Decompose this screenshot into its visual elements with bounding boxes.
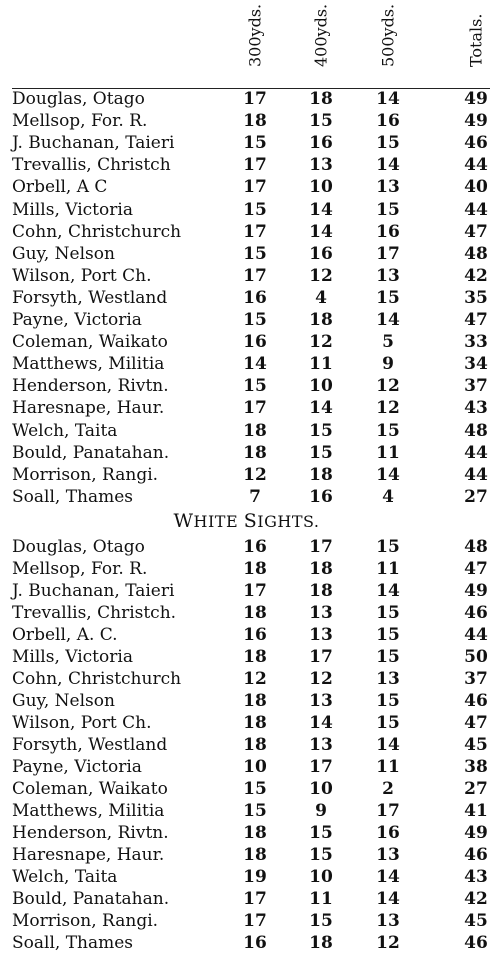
score-400yds: 14 xyxy=(309,199,333,220)
score-300yds: 18 xyxy=(243,823,267,843)
competitor-name: Douglas, Otago xyxy=(12,537,145,557)
score-400yds: 10 xyxy=(309,779,333,799)
competitor-name: Forsyth, Westland xyxy=(12,735,168,755)
column-header-label: 400yds. xyxy=(311,3,331,67)
score-500yds: 5 xyxy=(382,332,394,353)
score-500yds: 13 xyxy=(376,669,400,689)
table-row xyxy=(0,221,493,244)
table-row xyxy=(0,712,493,735)
score-total: 45 xyxy=(464,911,488,931)
score-300yds: 17 xyxy=(243,911,267,931)
table-row xyxy=(0,866,493,889)
score-total: 37 xyxy=(464,669,488,689)
table-row xyxy=(0,420,493,443)
score-total: 37 xyxy=(464,376,488,397)
score-300yds: 16 xyxy=(243,933,267,953)
table-row xyxy=(0,756,493,779)
score-300yds: 16 xyxy=(243,537,267,557)
score-total: 27 xyxy=(464,486,488,507)
score-300yds: 18 xyxy=(243,647,267,667)
competitor-name: Welch, Taita xyxy=(12,420,118,441)
score-total: 47 xyxy=(464,713,488,733)
score-300yds: 15 xyxy=(243,133,267,154)
table-row xyxy=(0,822,493,845)
score-300yds: 17 xyxy=(243,89,267,109)
score-300yds: 18 xyxy=(243,559,267,579)
table-row xyxy=(0,690,493,713)
competitor-name: Mellsop, For. R. xyxy=(12,559,148,579)
score-500yds: 14 xyxy=(376,735,400,755)
score-total: 43 xyxy=(464,398,488,419)
score-400yds: 18 xyxy=(309,559,333,579)
score-500yds: 12 xyxy=(376,933,400,953)
competitor-name: Morrison, Rangi. xyxy=(12,911,159,931)
competitor-name: Cohn, Christchurch xyxy=(12,221,182,242)
score-400yds: 13 xyxy=(309,603,333,623)
table-row xyxy=(0,580,493,603)
score-400yds: 17 xyxy=(309,537,333,557)
score-400yds: 13 xyxy=(309,155,333,176)
table-row xyxy=(0,110,493,133)
score-400yds: 10 xyxy=(309,177,333,198)
competitor-name: Mills, Victoria xyxy=(12,647,133,667)
table-row xyxy=(0,932,493,955)
score-300yds: 7 xyxy=(249,486,261,507)
competitor-name: Soall, Thames xyxy=(12,486,134,507)
score-400yds: 4 xyxy=(315,287,327,308)
competitor-name: Douglas, Otago xyxy=(12,89,145,109)
score-total: 42 xyxy=(464,265,488,286)
table-row xyxy=(0,397,493,420)
score-500yds: 15 xyxy=(376,647,400,667)
competitor-name: Guy, Nelson xyxy=(12,691,115,711)
score-400yds: 13 xyxy=(309,735,333,755)
competitor-name: Forsyth, Westland xyxy=(12,287,168,308)
score-400yds: 9 xyxy=(315,801,327,821)
score-500yds: 16 xyxy=(376,221,400,242)
competitor-name: Trevallis, Christch. xyxy=(12,603,177,623)
score-total: 50 xyxy=(464,647,488,667)
score-500yds: 13 xyxy=(376,845,400,865)
score-300yds: 18 xyxy=(243,111,267,132)
competitor-name: Henderson, Rivtn. xyxy=(12,823,169,843)
score-400yds: 15 xyxy=(309,111,333,132)
score-400yds: 14 xyxy=(309,713,333,733)
score-400yds: 10 xyxy=(309,867,333,887)
column-header-label: 500yds. xyxy=(378,3,398,67)
score-total: 35 xyxy=(464,287,488,308)
competitor-name: Bould, Panatahan. xyxy=(12,889,170,909)
score-total: 33 xyxy=(464,332,488,353)
score-500yds: 2 xyxy=(382,779,394,799)
table-row xyxy=(0,154,493,177)
score-total: 46 xyxy=(464,691,488,711)
score-total: 27 xyxy=(464,779,488,799)
competitor-name: Coleman, Waikato xyxy=(12,332,168,353)
column-header-300yds xyxy=(235,0,275,86)
table-row xyxy=(0,309,493,332)
table-row xyxy=(0,464,493,487)
score-500yds: 15 xyxy=(376,603,400,623)
score-400yds: 15 xyxy=(309,823,333,843)
score-500yds: 14 xyxy=(376,867,400,887)
score-300yds: 16 xyxy=(243,332,267,353)
score-total: 45 xyxy=(464,735,488,755)
table-row xyxy=(0,844,493,867)
score-400yds: 11 xyxy=(309,354,333,375)
score-300yds: 19 xyxy=(243,867,267,887)
score-500yds: 12 xyxy=(376,376,400,397)
competitor-name: Mills, Victoria xyxy=(12,199,133,220)
table-row xyxy=(0,265,493,288)
competitor-name: Guy, Nelson xyxy=(12,243,115,264)
table-row xyxy=(0,668,493,691)
score-400yds: 15 xyxy=(309,911,333,931)
column-header-400yds xyxy=(301,0,341,86)
score-400yds: 14 xyxy=(309,221,333,242)
competitor-name: Orbell, A C xyxy=(12,177,108,198)
score-total: 47 xyxy=(464,559,488,579)
score-500yds: 4 xyxy=(382,486,394,507)
score-500yds: 15 xyxy=(376,420,400,441)
score-500yds: 15 xyxy=(376,287,400,308)
table-row xyxy=(0,800,493,823)
score-500yds: 14 xyxy=(376,889,400,909)
table-row xyxy=(0,442,493,465)
table-row xyxy=(0,536,493,559)
competitor-name: Payne, Victoria xyxy=(12,757,142,777)
score-300yds: 12 xyxy=(243,669,267,689)
table-row xyxy=(0,199,493,222)
score-total: 42 xyxy=(464,889,488,909)
score-400yds: 15 xyxy=(309,420,333,441)
column-header-label: 300yds. xyxy=(245,3,265,67)
score-300yds: 17 xyxy=(243,265,267,286)
score-400yds: 12 xyxy=(309,669,333,689)
score-total: 48 xyxy=(464,537,488,557)
table-row xyxy=(0,734,493,757)
competitor-name: Matthews, Militia xyxy=(12,801,165,821)
score-500yds: 11 xyxy=(376,442,400,463)
score-300yds: 18 xyxy=(243,420,267,441)
score-500yds: 17 xyxy=(376,243,400,264)
competitor-name: Payne, Victoria xyxy=(12,310,142,330)
score-total: 49 xyxy=(464,111,488,132)
column-header-label: Totals. xyxy=(466,13,486,67)
score-300yds: 17 xyxy=(243,581,267,601)
score-400yds: 15 xyxy=(309,845,333,865)
score-400yds: 10 xyxy=(309,376,333,397)
score-total: 44 xyxy=(464,442,488,463)
competitor-name: Wilson, Port Ch. xyxy=(12,265,152,286)
score-500yds: 14 xyxy=(376,310,400,330)
score-300yds: 15 xyxy=(243,199,267,220)
score-500yds: 16 xyxy=(376,823,400,843)
table-row xyxy=(0,375,493,398)
score-500yds: 13 xyxy=(376,177,400,198)
score-total: 44 xyxy=(464,199,488,220)
competitor-name: Bould, Panatahan. xyxy=(12,442,170,463)
score-total: 49 xyxy=(464,89,488,109)
table-row xyxy=(0,558,493,581)
score-total: 46 xyxy=(464,933,488,953)
table-row xyxy=(0,646,493,669)
table-row xyxy=(0,132,493,155)
column-header-totals xyxy=(456,0,493,86)
competitor-name: Henderson, Rivtn. xyxy=(12,376,169,397)
competitor-name: Cohn, Christchurch xyxy=(12,669,182,689)
competitor-name: Haresnape, Haur. xyxy=(12,845,165,865)
competitor-name: Haresnape, Haur. xyxy=(12,398,165,419)
competitor-name: Mellsop, For. R. xyxy=(12,111,148,132)
table-row xyxy=(0,243,493,266)
score-total: 46 xyxy=(464,845,488,865)
table-row xyxy=(0,353,493,376)
score-500yds: 13 xyxy=(376,911,400,931)
score-total: 46 xyxy=(464,133,488,154)
score-500yds: 15 xyxy=(376,713,400,733)
score-total: 44 xyxy=(464,155,488,176)
score-300yds: 17 xyxy=(243,177,267,198)
score-500yds: 15 xyxy=(376,133,400,154)
score-500yds: 14 xyxy=(376,464,400,485)
table-row xyxy=(0,602,493,625)
score-total: 41 xyxy=(464,801,488,821)
score-400yds: 18 xyxy=(309,581,333,601)
score-total: 38 xyxy=(464,757,488,777)
score-500yds: 15 xyxy=(376,199,400,220)
score-400yds: 18 xyxy=(309,310,333,330)
score-300yds: 18 xyxy=(243,603,267,623)
score-400yds: 12 xyxy=(309,265,333,286)
score-300yds: 14 xyxy=(243,354,267,375)
score-300yds: 17 xyxy=(243,155,267,176)
score-total: 40 xyxy=(464,177,488,198)
score-400yds: 13 xyxy=(309,625,333,645)
score-300yds: 10 xyxy=(243,757,267,777)
competitor-name: Trevallis, Christch xyxy=(12,155,171,176)
score-400yds: 17 xyxy=(309,647,333,667)
score-300yds: 12 xyxy=(243,464,267,485)
score-300yds: 18 xyxy=(243,691,267,711)
table-row xyxy=(0,88,493,111)
score-total: 48 xyxy=(464,243,488,264)
score-300yds: 17 xyxy=(243,889,267,909)
competitor-name: Orbell, A. C. xyxy=(12,625,118,645)
score-500yds: 14 xyxy=(376,581,400,601)
score-500yds: 15 xyxy=(376,625,400,645)
score-500yds: 13 xyxy=(376,265,400,286)
score-total: 34 xyxy=(464,354,488,375)
score-300yds: 15 xyxy=(243,376,267,397)
table-row xyxy=(0,624,493,647)
score-300yds: 15 xyxy=(243,243,267,264)
score-total: 44 xyxy=(464,464,488,485)
competitor-name: Matthews, Militia xyxy=(12,354,165,375)
score-total: 49 xyxy=(464,823,488,843)
score-300yds: 15 xyxy=(243,310,267,330)
score-400yds: 18 xyxy=(309,464,333,485)
table-row xyxy=(0,331,493,354)
competitor-name: J. Buchanan, Taieri xyxy=(12,581,175,601)
competitor-name: J. Buchanan, Taieri xyxy=(12,133,175,154)
score-total: 47 xyxy=(464,221,488,242)
score-500yds: 14 xyxy=(376,89,400,109)
score-400yds: 16 xyxy=(309,243,333,264)
score-400yds: 14 xyxy=(309,398,333,419)
score-500yds: 15 xyxy=(376,691,400,711)
score-500yds: 17 xyxy=(376,801,400,821)
white-sights-heading: WHITE SIGHTS. xyxy=(173,510,320,532)
score-300yds: 18 xyxy=(243,845,267,865)
score-400yds: 16 xyxy=(309,486,333,507)
score-300yds: 18 xyxy=(243,713,267,733)
score-total: 47 xyxy=(464,310,488,330)
score-300yds: 15 xyxy=(243,779,267,799)
competitor-name: Wilson, Port Ch. xyxy=(12,713,152,733)
score-500yds: 11 xyxy=(376,559,400,579)
score-300yds: 15 xyxy=(243,801,267,821)
score-total: 43 xyxy=(464,867,488,887)
score-400yds: 11 xyxy=(309,889,333,909)
score-300yds: 18 xyxy=(243,442,267,463)
table-row xyxy=(0,176,493,199)
score-400yds: 16 xyxy=(309,133,333,154)
competitor-name: Welch, Taita xyxy=(12,867,118,887)
score-500yds: 15 xyxy=(376,537,400,557)
score-300yds: 17 xyxy=(243,221,267,242)
score-400yds: 18 xyxy=(309,89,333,109)
competitor-name: Soall, Thames xyxy=(12,933,134,953)
score-500yds: 16 xyxy=(376,111,400,132)
score-total: 48 xyxy=(464,420,488,441)
score-400yds: 17 xyxy=(309,757,333,777)
score-500yds: 14 xyxy=(376,155,400,176)
table-row xyxy=(0,888,493,911)
score-300yds: 17 xyxy=(243,398,267,419)
score-500yds: 12 xyxy=(376,398,400,419)
score-300yds: 18 xyxy=(243,735,267,755)
competitor-name: Morrison, Rangi. xyxy=(12,464,159,485)
table-row xyxy=(0,486,493,509)
table-row xyxy=(0,778,493,801)
score-total: 49 xyxy=(464,581,488,601)
score-500yds: 11 xyxy=(376,757,400,777)
score-300yds: 16 xyxy=(243,287,267,308)
table-row xyxy=(0,287,493,310)
score-400yds: 15 xyxy=(309,442,333,463)
score-total: 44 xyxy=(464,625,488,645)
score-400yds: 13 xyxy=(309,691,333,711)
table-row xyxy=(0,910,493,933)
score-500yds: 9 xyxy=(382,354,394,375)
score-400yds: 18 xyxy=(309,933,333,953)
column-header-500yds xyxy=(368,0,408,86)
score-300yds: 16 xyxy=(243,625,267,645)
score-total: 46 xyxy=(464,603,488,623)
score-400yds: 12 xyxy=(309,332,333,353)
competitor-name: Coleman, Waikato xyxy=(12,779,168,799)
